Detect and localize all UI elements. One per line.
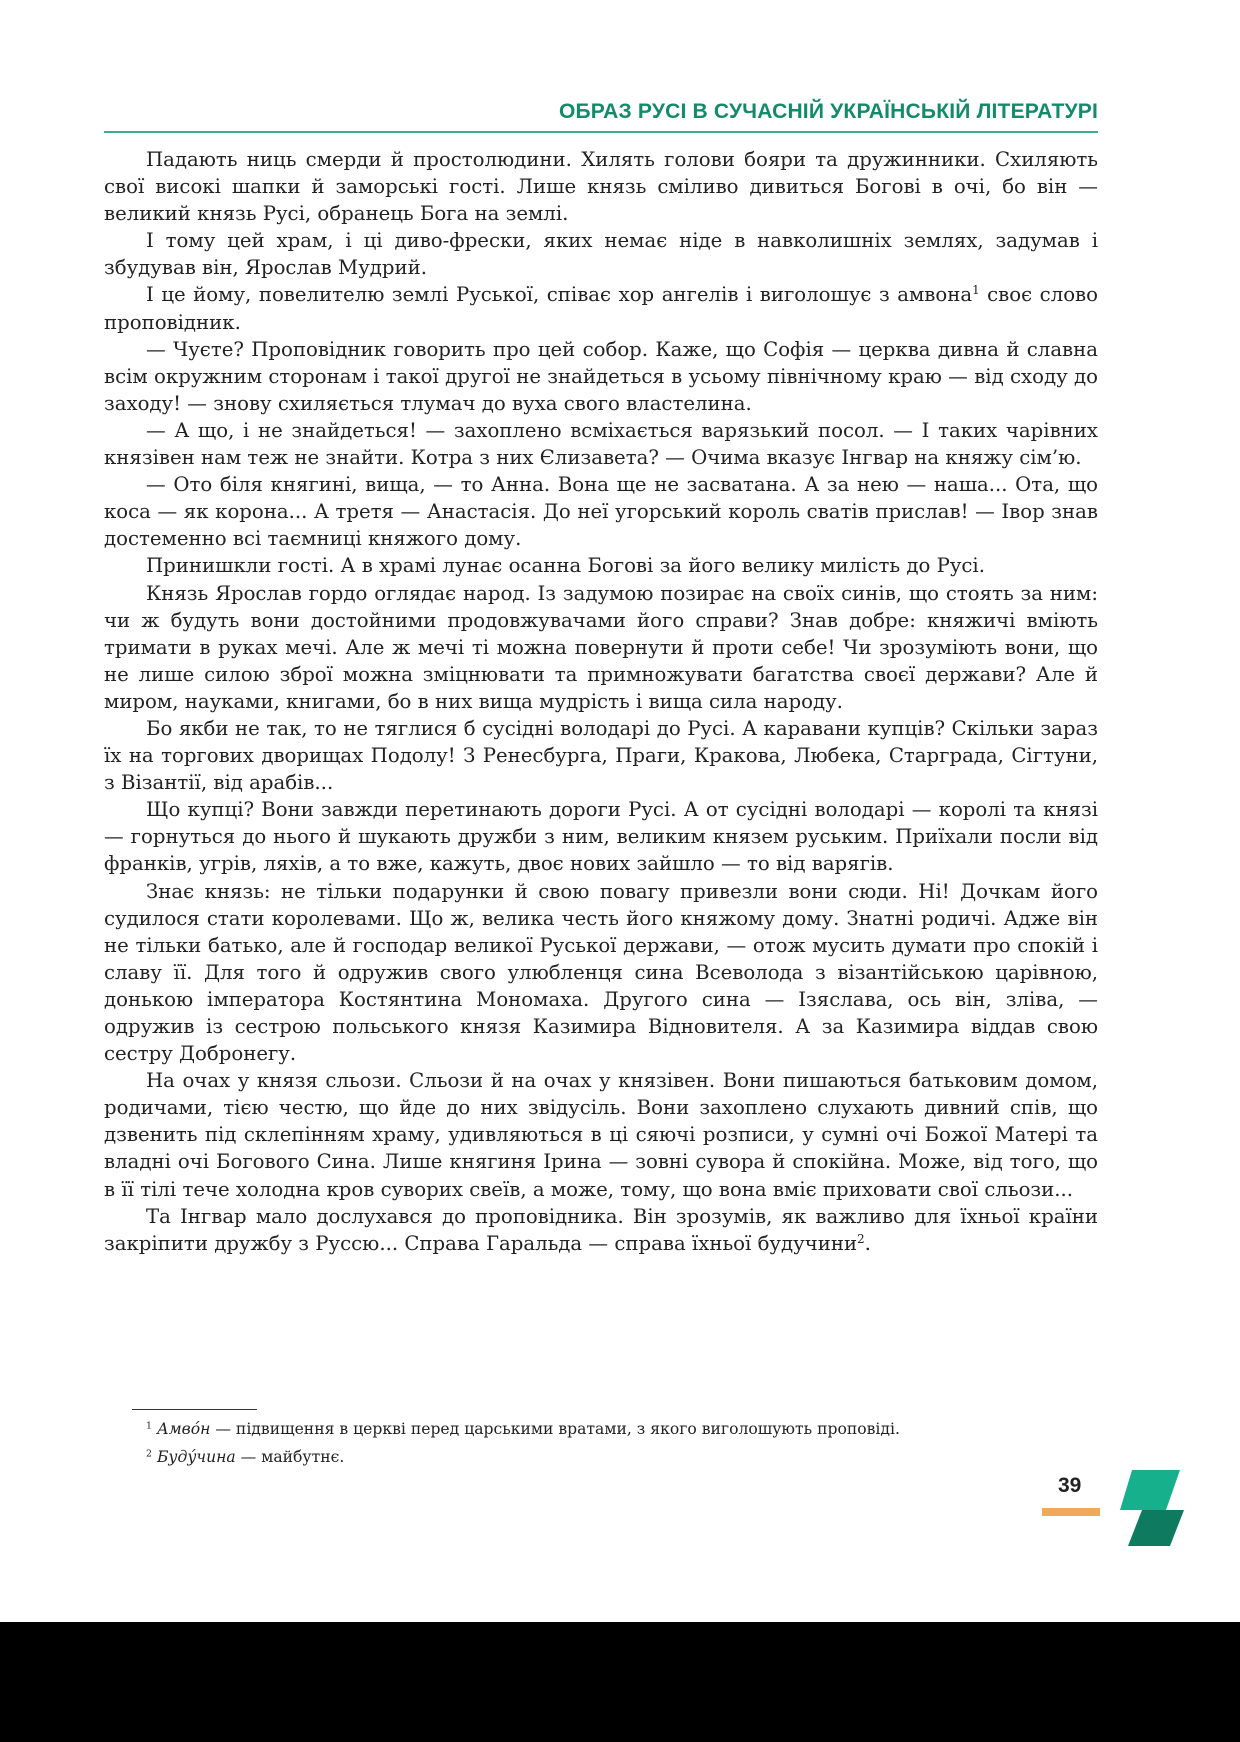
footnote [104, 1415, 1098, 1443]
paragraph: На очах у князя сльози. Сльози й на очах у князівен. Вони пишаються батьковим домом, родичами, тією честю, що йде до них звідусіль. Вони захоплено слухають дивний спів, що дзвенить під склепінням храму, удивляються в ці сяючі розписи, у сумні очі Божої Матері та владні очі Богового Сина. Лише княгиня Ірина — зовні сувора й спокійна. Може, від того, що в її тілі тече холодна кров суворих свеїв, а може, тому, що вона вміє приховати свої сльози... [104, 1069, 1098, 1201]
paragraph: Знає князь: не тільки подарунки й свою повагу привезли вони сюди. Ні! Дочкам його судилося стати королевами. Що ж, велика честь його княжому дому. Знатні родичі. Адже він не тільки батько, але й господар великої Руської держави, — отож мусить думати про спокій і славу її. Для того й одружив свого улюбленця сина Всеволода з візантійською царівною, донькою імператора Костянтина Мономаха. Другого сина — Ізяслава, ось він, зліва, — одружив із сестрою польського князя Казимира Відновителя. А за Казимира віддав свою сестру Добронегу. [104, 879, 1098, 1066]
footnote-definition: — підвищення в церкві перед царськими вратами, з якого виголошують проповіді. [210, 1420, 900, 1438]
paragraph-text: своє слово проповідник. [104, 283, 1098, 334]
bottom-black-band [0, 1622, 1240, 1742]
paragraph: — Чуєте? Проповідник говорить про цей собор. Каже, що Софія — церква дивна й славна всім окружним сторонам і такої другої не знайдеться в усьому північному краю — від сходу до заходу! — знову схиляється тлумач до вуха свого властелина. [104, 337, 1098, 415]
footnote-mark: 2 [146, 1448, 152, 1460]
paragraph: Падають ниць смерди й простолюдини. Хилять голови бояри та дружинники. Схиляють свої високі шапки й заморські гості. Лише князь сміливо дивиться Богові в очі, бо він — великий князь Русі, обранець Бога на землі. [104, 148, 1098, 226]
footnotes [104, 1415, 1098, 1471]
paragraph-text: Та Інгвар мало дослухався до проповідника. Він зрозумів, як важливо для їхньої країни закріпити дружбу з Руссю... Справа Гаральда — справа їхньої будучини [104, 1204, 1098, 1255]
paragraph: І тому цей храм, і ці диво-фрески, яких немає ніде в навколишніх землях, задумав і збудував він, Ярослав Мудрий. [104, 229, 1098, 280]
corner-logo-icon [1120, 1470, 1200, 1550]
paragraph-text: . [864, 1231, 871, 1255]
paragraph: Бо якби не так, то не тяглися б сусідні володарі до Русі. А каравани купців? Скільки зараз їх на торгових дворищах Подолу! З Ренесбурга, Праги, Кракова, Любека, Старграда, Сігтуни, з Візантії, від арабів... [104, 716, 1098, 795]
footnote-mark: 1 [146, 1420, 152, 1432]
footnote-ref[interactable]: 2 [857, 1231, 865, 1246]
page-number: 39 [1058, 1474, 1082, 1497]
running-header-title: ОБРАЗ РУСІ В СУЧАСНІЙ УКРАЇНСЬКІЙ ЛІТЕРАТУРІ [558, 100, 1098, 123]
paragraph: — Ото біля княгині, вища, — то Анна. Вона ще не засватана. А за нею — наша... Ота, що коса — як корона... А третя — Анастасія. До неї угорський король сватів прислав! — Івор знав достеменно всі таємниці княжого дому. [104, 473, 1098, 551]
footnote-rule [132, 1409, 257, 1410]
footnote-definition: — майбутнє. [235, 1448, 345, 1466]
header-rule [104, 131, 1098, 133]
paragraph: Принишкли гості. А в храмі лунає осанна Богові за його велику милість до Русі. [146, 554, 985, 578]
footnote [104, 1443, 1098, 1471]
logo-shape-back [1120, 1470, 1180, 1510]
paragraph: — А що, і не знайдеться! — захоплено всміхається варязький посол. — І таких чарівних князівен нам теж не знайти. Котра з них Єлизавета? — Очима вказує Інгвар на княжу сім’ю. [104, 418, 1098, 470]
paragraph: Князь Ярослав гордо оглядає народ. Із задумою позирає на своїх синів, що стоять за ним: чи ж будуть вони достойними продовжувачами його справи? Знав добре: княжичі вміють тримати в руках мечі. Але ж мечі ті можна повернути й проти себе! Чи зрозуміють вони, що не лише силою зброї можна зміцнювати та примножувати багатства своєї держави? Але й миром, науками, книгами, бо в них вища мудрість і вища сила народу. [104, 581, 1098, 713]
footnote-ref[interactable]: 1 [972, 283, 980, 298]
footnote-term: Буду́чина [156, 1448, 236, 1466]
body-text [104, 146, 1098, 1257]
paragraph: Що купці? Вони завжди перетинають дороги Русі. А от сусідні володарі — королі та князі — горнуться до нього й шукають дружби з ним, великим князем руським. Приїхали посли від франків, угрів, ляхів, а то вже, кажуть, двоє нових зайшло — то від варягів. [104, 798, 1098, 876]
paragraph-text: І це йому, повелителю землі Руської, співає хор ангелів і виголошує з амвона [146, 283, 973, 307]
page-number-bar [1042, 1508, 1100, 1516]
paragraph [104, 281, 1098, 335]
paragraph [104, 1203, 1098, 1257]
footnote-term: Амво́н [156, 1420, 211, 1438]
logo-shape-front [1128, 1510, 1184, 1546]
